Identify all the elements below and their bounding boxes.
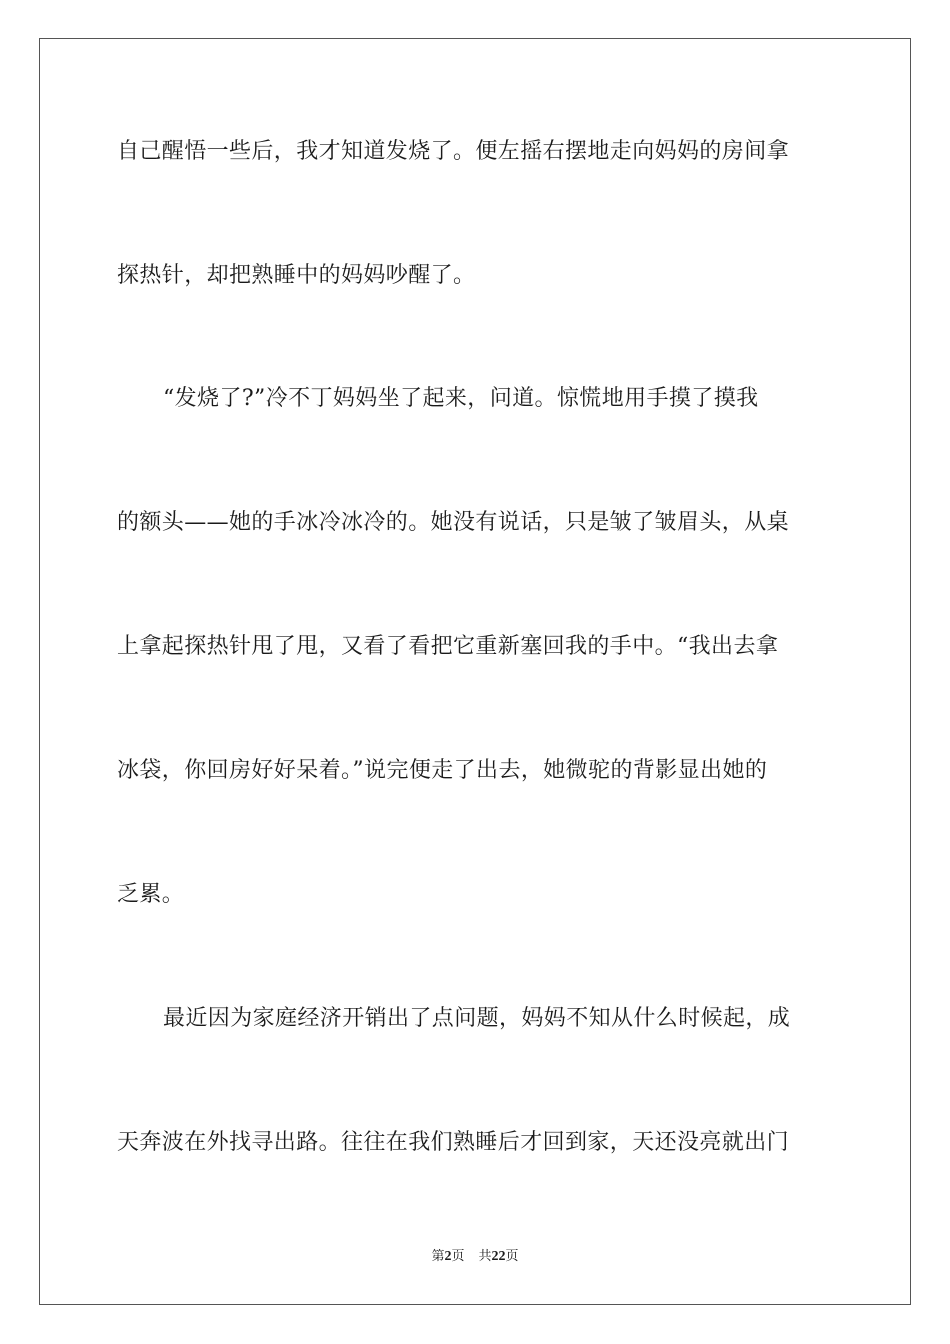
paragraph-line: 自己醒悟一些后，我才知道发烧了。便左摇右摆地走向妈妈的房间拿	[117, 139, 790, 164]
paragraph-line: 最近因为家庭经济开销出了点问题，妈妈不知从什么时候起，成	[163, 1006, 791, 1031]
page-border	[39, 38, 911, 1305]
paragraph-line: 乏累。	[117, 882, 185, 907]
total-prefix: 共	[478, 1249, 492, 1264]
page-prefix: 第	[431, 1249, 445, 1264]
total-suffix: 页	[505, 1249, 519, 1264]
page-number: 2	[444, 1249, 452, 1264]
paragraph-line: “发烧了?”冷不丁妈妈坐了起来，问道。惊慌地用手摸了摸我	[163, 386, 759, 411]
paragraph-line: 冰袋，你回房好好呆着。”说完便走了出去，她微驼的背影显出她的	[117, 758, 768, 783]
page-footer	[0, 1248, 950, 1266]
paragraph-line: 上拿起探热针甩了甩，又看了看把它重新塞回我的手中。“我出去拿	[117, 634, 779, 659]
paragraph-line: 的额头——她的手冰冷冰冷的。她没有说话，只是皱了皱眉头，从桌	[117, 510, 790, 535]
total-pages: 22	[491, 1249, 506, 1264]
page-suffix: 页	[451, 1249, 465, 1264]
paragraph-line: 探热针，却把熟睡中的妈妈吵醒了。	[117, 263, 476, 288]
paragraph-line: 天奔波在外找寻出路。往往在我们熟睡后才回到家，天还没亮就出门	[117, 1130, 790, 1155]
